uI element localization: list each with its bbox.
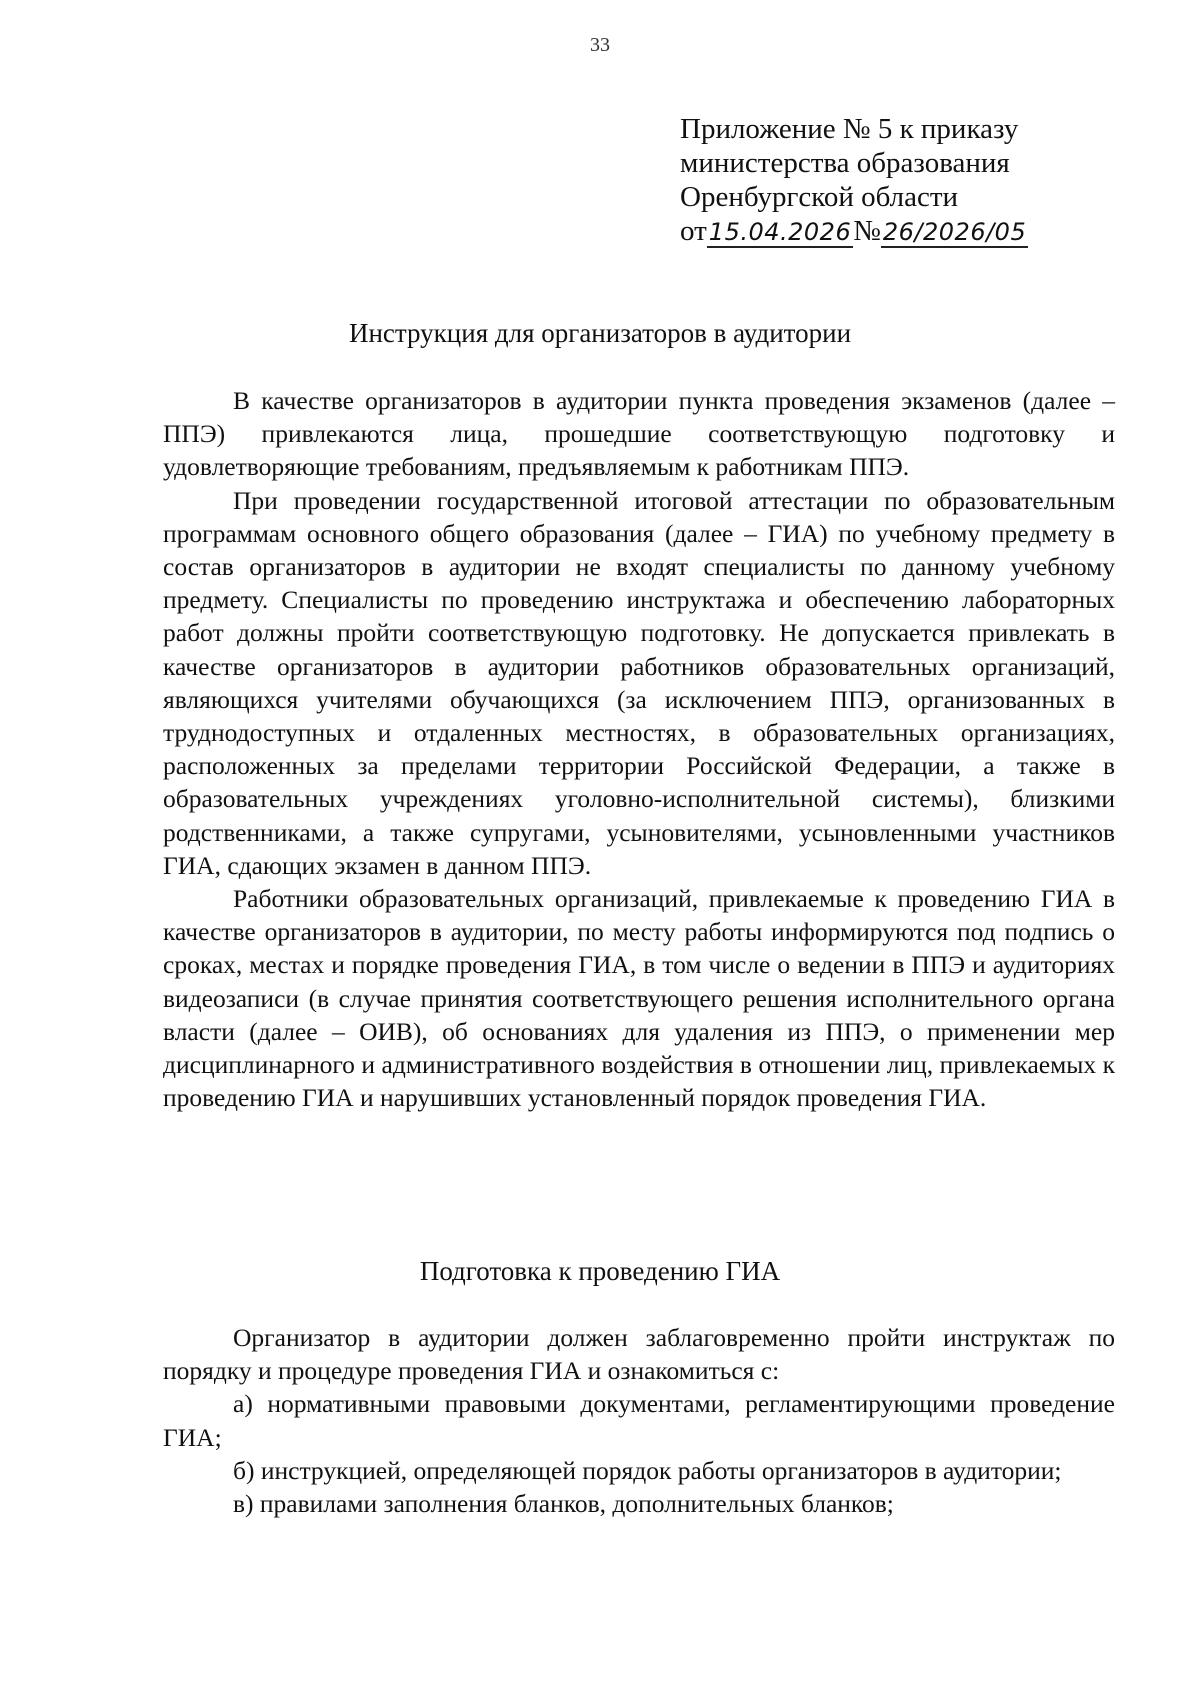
number-prefix: № <box>853 215 881 247</box>
preparation-section <box>163 1321 1115 1520</box>
list-item-b: б) инструкцией, определяющей порядок работы организаторов в аудитории; <box>233 1455 1062 1485</box>
handwritten-date: 15.04.2026 <box>708 218 852 246</box>
intro-section <box>163 384 1115 1114</box>
list-item-a: а) нормативными правовыми документами, регламентирующими проведение ГИА; <box>163 1389 1115 1452</box>
section-title-preparation: Подготовка к проведению ГИА <box>419 1256 781 1286</box>
paragraph-3: Работники образовательных организаций, привлекаемые к проведению ГИА в качестве организаторов в аудитории, по месту работы информируются под подпись о сроках, местах и порядке проведения ГИА, в том числе о ведении в ППЭ и аудиториях видеозаписи (в случае принятия соответствующего решения исполнительного органа власти (далее – ОИВ), об основаниях для удаления из ППЭ, о применении мер дисциплинарного и административного воздействия в отношении лиц, привлекаемых к проведению ГИА и нарушивших установленный порядок проведения ГИА. <box>163 884 1115 1113</box>
paragraph-2: При проведении государственной итоговой аттестации по образовательным программам основного общего образования (далее – ГИА) по учебному предмету в состав организаторов в аудитории не входят специалисты по данному учебному предмету. Специалисты по проведению инструктажа и обеспечению лабораторных работ должны пройти соответствующую подготовку. Не допускается привлекать в качестве организаторов в аудитории работников образовательных организаций, являющихся учителями обучающихся (за исключением ППЭ, организованных в труднодоступных и отдаленных местностях, в образовательных организациях, расположенных за пределами территории Российской Федерации, а также в образовательных учреждениях уголовно-исполнительной системы), близкими родственниками, а также супругами, усыновителями, усыновленными участников ГИА, сдающих экзамен в данном ППЭ. <box>163 485 1115 880</box>
date-prefix: от <box>680 215 707 247</box>
preparation-intro: Организатор в аудитории должен заблаговременно пройти инструктаж по порядку и процедуре проведения ГИА и ознакомиться с: <box>163 1323 1115 1386</box>
page-number: 33 <box>590 34 610 56</box>
document-title: Инструкция для организаторов в аудитории <box>348 318 852 348</box>
handwritten-order-number: 26/2026/05 <box>882 218 1027 246</box>
appendix-line-3: Оренбургской области <box>680 181 959 213</box>
appendix-date-line <box>680 214 1100 249</box>
appendix-line-2: министерства образования <box>680 147 1010 179</box>
list-item-c: в) правилами заполнения бланков, дополнительных бланков; <box>233 1489 894 1519</box>
appendix-line-1: Приложение № 5 к приказу <box>680 113 1019 145</box>
appendix-header <box>680 112 1100 249</box>
paragraph-1: В качестве организаторов в аудитории пункта проведения экзаменов (далее – ППЭ) привлекаются лица, прошедшие соответствующую подготовку и удовлетворяющие требованиям, предъявляемым к работникам ППЭ. <box>163 386 1115 482</box>
